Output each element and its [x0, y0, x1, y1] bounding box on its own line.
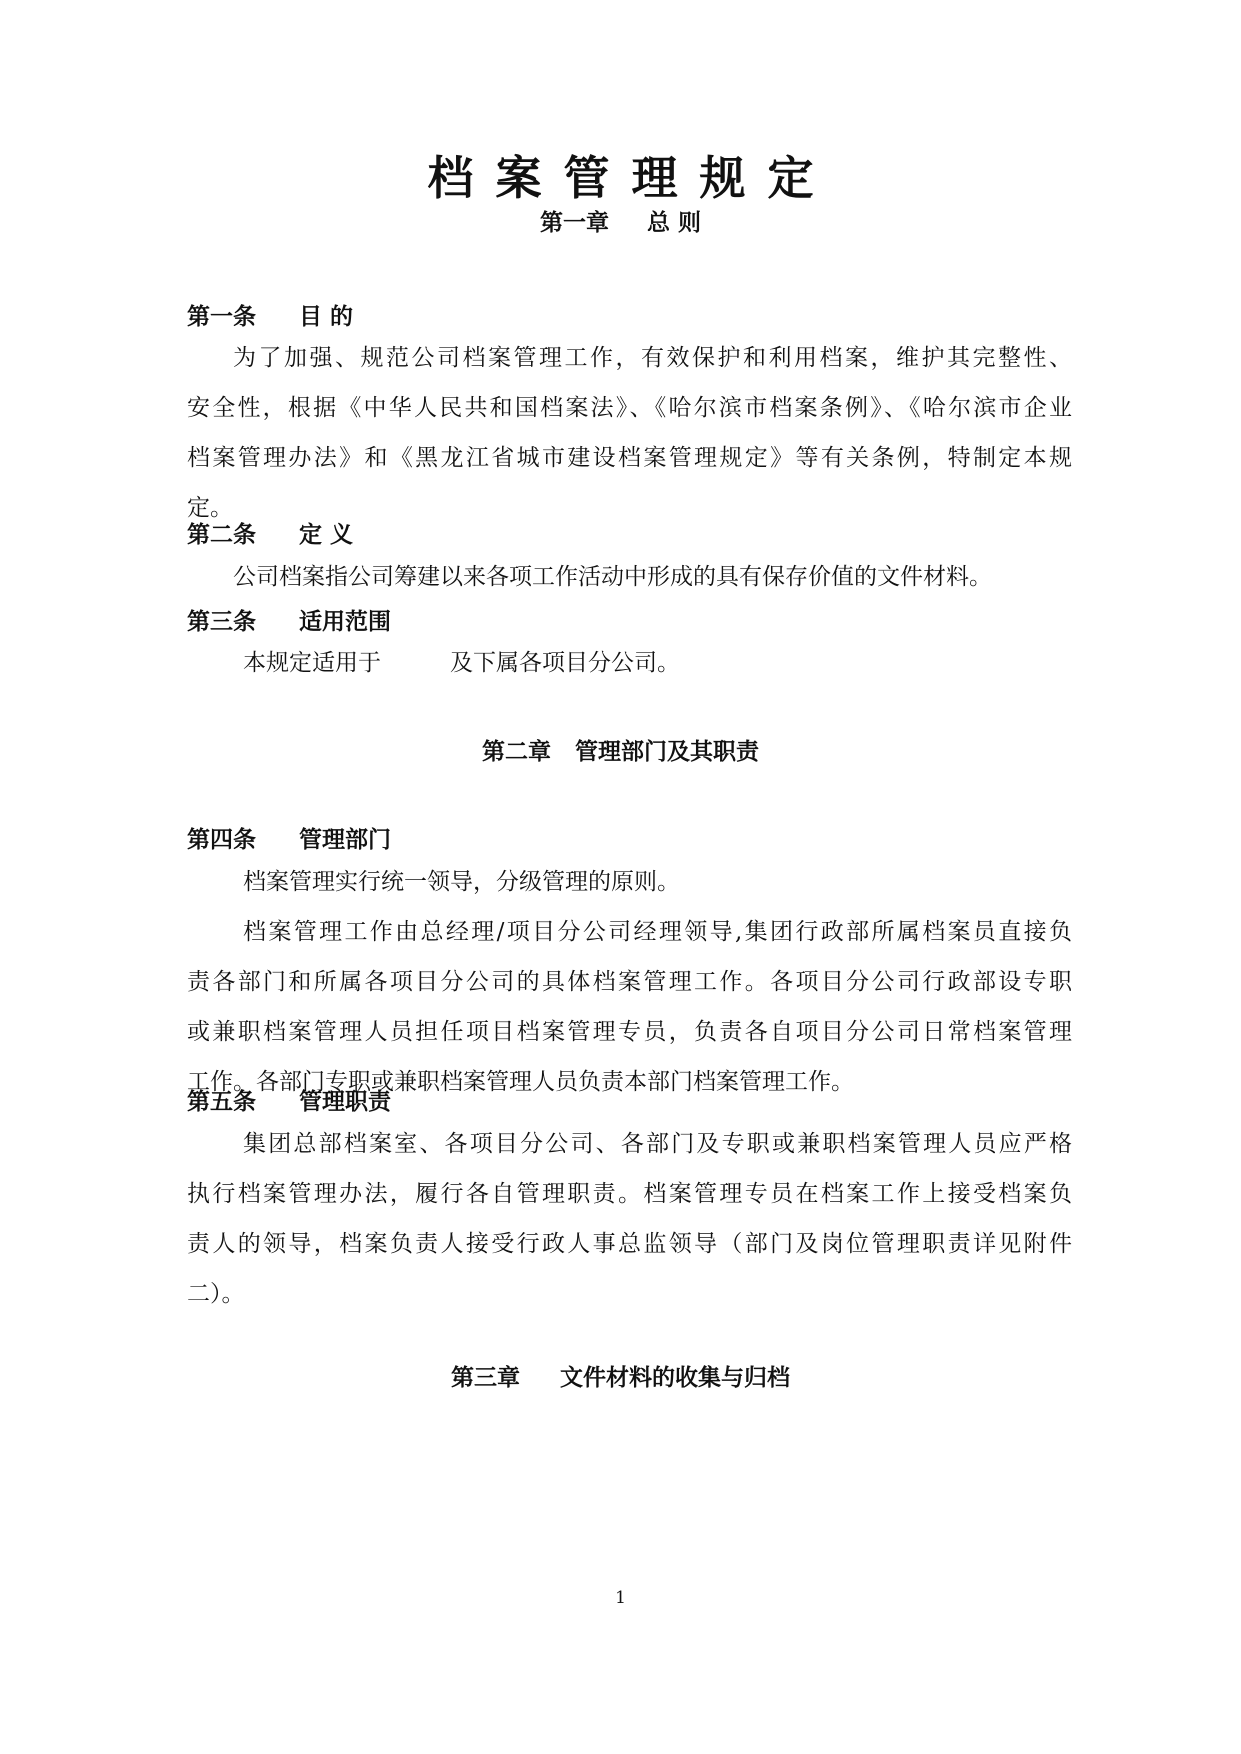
chapter-number: 第一章: [539, 209, 609, 236]
article-number: 第四条: [187, 826, 256, 853]
paragraph-line: 责各部门和所属各项目分公司的具体档案管理工作。各项目分公司行政部设专职: [187, 969, 1072, 995]
paragraph-line: 定。: [187, 495, 233, 521]
paragraph-line: 责人的领导，档案负责人接受行政人事总监领导（部门及岗位管理职责详见附件: [187, 1231, 1072, 1257]
chapter-name: 管理部门及其职责: [575, 738, 759, 765]
article-name: 管理职责: [299, 1088, 391, 1115]
chapter-name: 文件材料的收集与归档: [560, 1364, 790, 1391]
paragraph-line: 二）。: [187, 1281, 245, 1307]
article-heading-1: [187, 302, 354, 332]
paragraph-line: 执行档案管理办法，履行各自管理职责。档案管理专员在档案工作上接受档案负: [187, 1181, 1072, 1207]
article-name: 目 的: [299, 303, 354, 330]
article-1-paragraph: [187, 333, 1072, 533]
article-4-paragraph-2: [187, 907, 1072, 1107]
paragraph-line: 档案管理工作由总经理/项目分公司经理领导,集团行政部所属档案员直接负: [243, 919, 1072, 945]
article-name: 定 义: [299, 521, 354, 548]
chapter-number: 第三章: [451, 1364, 520, 1391]
article-number: 第二条: [187, 521, 256, 548]
article-number: 第一条: [187, 303, 256, 330]
paragraph-line: 为了加强、规范公司档案管理工作，有效保护和利用档案，维护其完整性、: [233, 345, 1072, 371]
article-number: 第三条: [187, 608, 256, 635]
article-heading-2: [187, 520, 354, 550]
article-number: 第五条: [187, 1088, 256, 1115]
article-2-paragraph: [187, 552, 1072, 602]
paragraph-line: 档案管理实行统一领导，分级管理的原则。: [243, 869, 680, 895]
article-4-paragraph-1: [187, 857, 1072, 907]
article-3-paragraph: [187, 638, 1072, 688]
chapter-heading-1: [0, 208, 1241, 238]
article-5-paragraph: [187, 1119, 1072, 1319]
chapter-name: 总 则: [646, 209, 701, 236]
chapter-heading-2: [0, 737, 1241, 767]
article-name: 管理部门: [299, 826, 391, 853]
article-heading-3: [187, 607, 391, 637]
paragraph-line: 或兼职档案管理人员担任项目档案管理专员，负责各自项目分公司日常档案管理: [187, 1019, 1072, 1045]
chapter-number: 第二章: [482, 738, 551, 765]
article-heading-4: [187, 825, 391, 855]
paragraph-line: 本规定适用于 及下属各项目分公司。: [243, 650, 680, 676]
article-heading-5: [187, 1087, 391, 1117]
paragraph-line: 档案管理办法》和《黑龙江省城市建设档案管理规定》等有关条例，特制定本规: [187, 445, 1072, 471]
page-number: 1: [615, 1588, 626, 1608]
paragraph-line: 工作。各部门专职或兼职档案管理人员负责本部门档案管理工作。: [187, 1069, 854, 1095]
paragraph-line: 安全性，根据《中华人民共和国档案法》、《哈尔滨市档案条例》、《哈尔滨市企业: [187, 395, 1072, 421]
chapter-heading-3: [0, 1363, 1241, 1393]
document-title: 档案管理规定: [427, 151, 836, 205]
paragraph-line: 集团总部档案室、各项目分公司、各部门及专职或兼职档案管理人员应严格: [243, 1131, 1072, 1157]
paragraph-line: 公司档案指公司筹建以来各项工作活动中形成的具有保存价值的文件材料。: [233, 564, 992, 590]
article-name: 适用范围: [299, 608, 391, 635]
